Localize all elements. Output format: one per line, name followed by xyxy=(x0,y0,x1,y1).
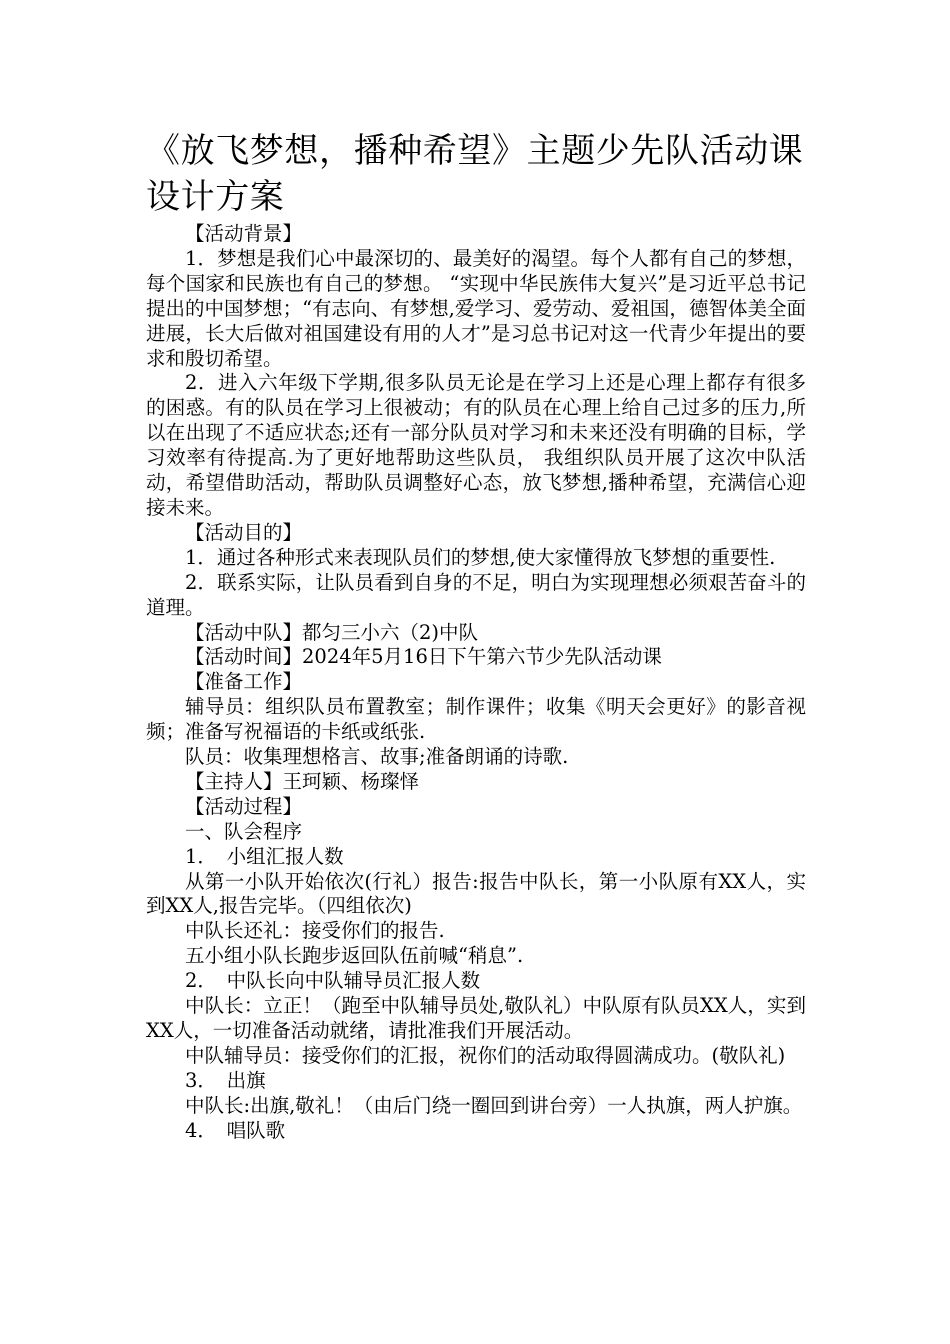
line-squadron: 【活动中队】都匀三小六（2)中队 xyxy=(185,620,479,644)
heading-preparation: 【准备工作】 xyxy=(185,670,303,694)
heading-process: 【活动过程】 xyxy=(185,794,303,818)
paragraph-member-prep: 队员：收集理想格言、故事;准备朗诵的诗歌. xyxy=(185,745,569,769)
step-2-text: 中队长：立正！（跑至中队辅导员处,敬队礼）中队原有队员XX人，实到XX人，一切准备活动就绪，请批准我们开展活动。 xyxy=(146,994,806,1042)
document-page xyxy=(146,128,806,1144)
paragraph-purpose-2: 2．联系实际，让队员看到自身的不足，明白为实现理想必须艰苦奋斗的道理。 xyxy=(146,570,806,619)
step-3-heading: 3． 出旗 xyxy=(185,1068,266,1092)
step-1-text: 从第一小队开始依次(行礼）报告:报告中队长，第一小队原有XX人，实到XX人,报告完毕。（四组依次) xyxy=(146,869,806,918)
heading-background: 【活动背景】 xyxy=(185,222,303,245)
paragraph-purpose-1: 1．通过各种形式来表现队员们的梦想,使大家懂得放飞梦想的重要性. xyxy=(185,545,776,569)
document-body xyxy=(146,222,806,1144)
step-1-heading: 1． 小组汇报人数 xyxy=(185,844,344,868)
paragraph-counselor-prep: 辅导员：组织队员布置教室；制作课件；收集《明天会更好》的影音视频；准备写祝福语的卡纸或纸张. xyxy=(146,695,806,744)
paragraph-background-1: 1．梦想是我们心中最深切的、最美好的渴望。每个人都有自己的梦想，每个国家和民族也有自己的梦想。 “实现中华民族伟大复兴”是习近平总书记提出的中国梦想；“有志向、有梦想,爱学习、爱劳动、爱祖国，德智体美全面进展，长大后做对祖国建设有用的人才”是习总书记对这一代青少年提出的要求和殷切希望。 xyxy=(146,246,806,370)
section-procedure: 一、队会程序 xyxy=(185,819,303,843)
step-3-text: 中队长:出旗,敬礼！（由后门绕一圈回到讲台旁）一人执旗，两人护旗。 xyxy=(185,1093,803,1117)
paragraph-background-2: 2．进入六年级下学期,很多队员无论是在学习上还是心理上都存有很多的困惑。有的队员在学习上很被动；有的队员在心理上给自己过多的压力,所以在出现了不适应状态;还有一部分队员对学习和未来还没有明确的目标，学习效率有待提高.为了更好地帮助这些队员， 我组织队员开展了这次中队活动，希望借助活动，帮助队员调整好心态，放飞梦想,播种希望，充满信心迎接未来。 xyxy=(146,371,806,519)
step-2-heading: 2． 中队长向中队辅导员汇报人数 xyxy=(185,969,481,993)
document-title: 《放飞梦想，播种希望》主题少先队活动课设计方案 xyxy=(146,131,804,217)
step-2-reply: 中队辅导员：接受你们的汇报，祝你们的活动取得圆满成功。(敬队礼) xyxy=(185,1043,786,1067)
heading-purpose: 【活动目的】 xyxy=(185,520,303,544)
step-1-return: 五小组小队长跑步返回队伍前喊“稍息”. xyxy=(185,944,524,968)
step-1-reply: 中队长还礼：接受你们的报告. xyxy=(185,919,445,943)
line-hosts: 【主持人】王珂颖、杨璨怿 xyxy=(185,769,420,793)
step-4-heading: 4． 唱队歌 xyxy=(185,1118,286,1142)
line-time: 【活动时间】2024年5月16日下午第六节少先队活动课 xyxy=(185,645,662,669)
